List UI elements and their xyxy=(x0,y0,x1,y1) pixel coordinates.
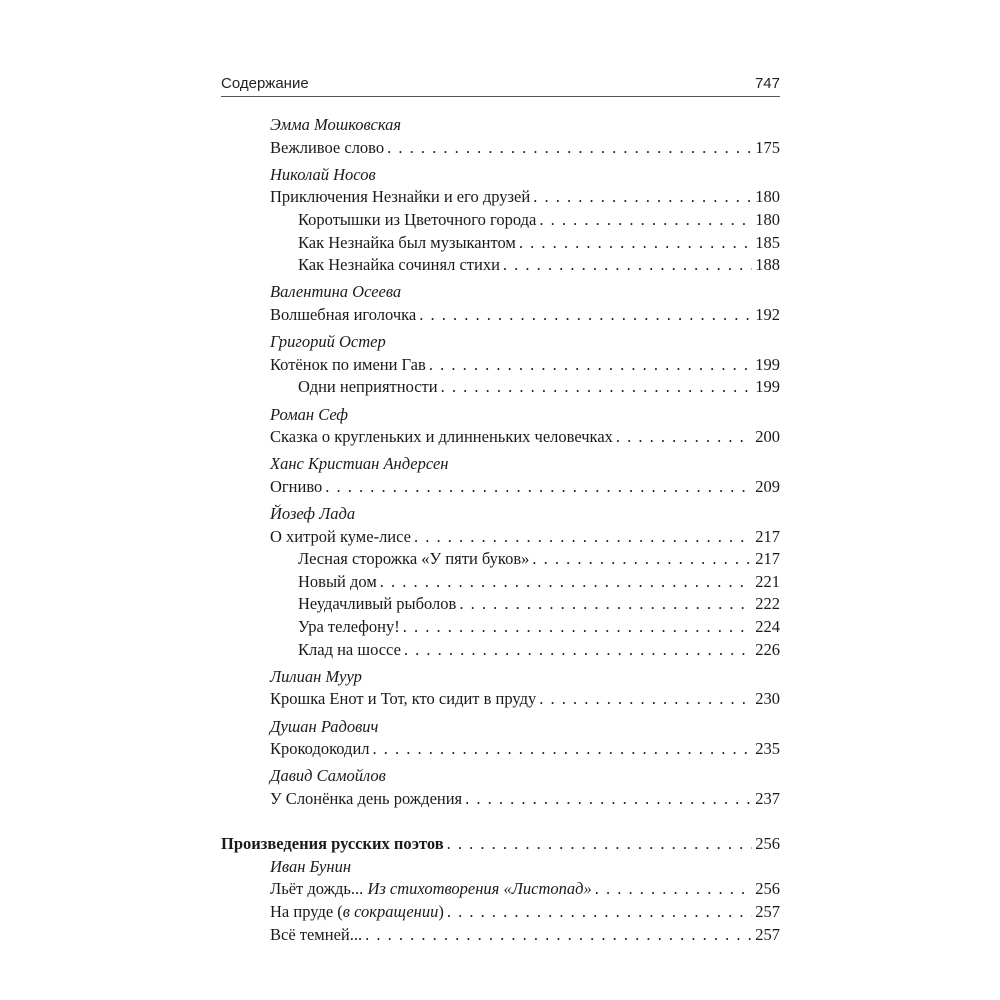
entry-title: Сказка о кругленьких и длинненьких человечках xyxy=(270,427,613,447)
toc-entry[interactable] xyxy=(221,354,780,377)
toc-entry[interactable] xyxy=(221,137,780,160)
author-group xyxy=(221,281,780,326)
author-name: Валентина Осеева xyxy=(270,282,402,302)
running-head-page-number: 747 xyxy=(754,74,780,92)
table-of-contents xyxy=(221,114,780,951)
entry-page: 209 xyxy=(755,476,780,496)
entry-title-suffix: ) xyxy=(438,901,444,921)
toc-sub-entry[interactable] xyxy=(221,548,780,571)
author-group xyxy=(221,856,780,946)
entry-title: Крошка Енот и Тот, кто сидит в пруду xyxy=(270,689,537,709)
toc-entry[interactable] xyxy=(221,788,780,811)
author-group xyxy=(221,716,780,761)
dot-leader xyxy=(539,688,752,711)
running-head xyxy=(221,70,780,96)
section-spacer xyxy=(221,815,780,833)
entry-title: Клад на шоссе xyxy=(298,639,401,659)
entry-title: Одни неприятности xyxy=(298,377,438,397)
toc-entry[interactable] xyxy=(221,526,780,549)
dot-leader xyxy=(447,901,752,924)
entry-title-note: Из стихотворения «Листопад» xyxy=(367,879,592,899)
dot-leader xyxy=(532,548,752,571)
entry-title: Волшебная иголочка xyxy=(270,304,417,324)
entry-title xyxy=(270,901,444,924)
entry-page: 185 xyxy=(755,232,780,252)
author-name: Роман Сеф xyxy=(270,404,348,424)
author-group xyxy=(221,164,780,277)
entry-page: 199 xyxy=(755,377,780,397)
dot-leader xyxy=(465,788,752,811)
dot-leader xyxy=(429,354,752,377)
author-group xyxy=(221,114,780,159)
dot-leader xyxy=(404,639,752,662)
author-name: Йозеф Лада xyxy=(270,504,356,524)
toc-sub-entry[interactable] xyxy=(221,232,780,255)
running-head-title: Содержание xyxy=(221,74,309,92)
dot-leader xyxy=(403,616,753,639)
entry-title: Коротышки из Цветочного города xyxy=(298,209,537,229)
dot-leader xyxy=(447,833,753,856)
entry-title: Неудачливый рыболов xyxy=(298,594,457,614)
entry-title: Новый дом xyxy=(298,571,377,591)
toc-sub-entry[interactable] xyxy=(221,209,780,232)
toc-entry[interactable] xyxy=(221,901,780,924)
entry-title: Всё темней... xyxy=(270,924,363,944)
dot-leader xyxy=(380,571,752,594)
entry-page: 180 xyxy=(755,209,780,229)
dot-leader xyxy=(519,232,752,255)
section-page: 256 xyxy=(755,834,780,854)
entry-page: 188 xyxy=(755,255,780,275)
entry-title: У Слонёнка день рождения xyxy=(270,788,463,808)
author-name: Лилиан Муур xyxy=(270,666,362,686)
toc-entry[interactable] xyxy=(221,738,780,761)
dot-leader xyxy=(419,304,752,327)
dot-leader xyxy=(595,878,753,901)
entry-title: Ура телефону! xyxy=(298,617,400,637)
toc-entry[interactable] xyxy=(221,426,780,449)
entry-page: 217 xyxy=(755,526,780,546)
entry-title-main: На пруде ( xyxy=(270,901,343,921)
entry-title: Как Незнайка сочинял стихи xyxy=(298,255,500,275)
entry-title: Как Незнайка был музыкантом xyxy=(298,232,516,252)
dot-leader xyxy=(387,137,752,160)
toc-entry[interactable] xyxy=(221,688,780,711)
author-name: Иван Бунин xyxy=(270,856,352,876)
author-name: Эмма Мошковская xyxy=(270,115,402,134)
entry-page: 175 xyxy=(755,137,780,157)
entry-title xyxy=(270,878,592,901)
toc-entry[interactable] xyxy=(221,476,780,499)
entry-title: Приключения Незнайки и его друзей xyxy=(270,187,531,207)
dot-leader xyxy=(503,254,752,277)
entry-title: Огниво xyxy=(270,476,323,496)
entry-page: 230 xyxy=(755,689,780,709)
dot-leader xyxy=(616,426,752,449)
entry-title: Котёнок по имени Гав xyxy=(270,354,426,374)
toc-sub-entry[interactable] xyxy=(221,376,780,399)
entry-page: 224 xyxy=(755,617,780,637)
entry-title: Крокодокодил xyxy=(270,739,370,759)
toc-sub-entry[interactable] xyxy=(221,571,780,594)
author-group xyxy=(221,453,780,498)
header-rule xyxy=(221,96,780,97)
toc-entry[interactable] xyxy=(221,878,780,901)
author-group xyxy=(221,331,780,399)
dot-leader xyxy=(325,476,752,499)
entry-title: Лесная сторожка «У пяти буков» xyxy=(298,549,530,569)
toc-sub-entry[interactable] xyxy=(221,639,780,662)
entry-page: 217 xyxy=(755,549,780,569)
author-group xyxy=(221,503,780,661)
dot-leader xyxy=(459,593,752,616)
entry-page: 226 xyxy=(755,639,780,659)
entry-page: 180 xyxy=(755,187,780,207)
dot-leader xyxy=(539,209,752,232)
author-name: Душан Радович xyxy=(270,716,379,736)
author-name: Ханс Кристиан Андерсен xyxy=(270,454,449,474)
dot-leader xyxy=(414,526,752,549)
author-name: Григорий Остер xyxy=(270,332,386,352)
entry-page: 237 xyxy=(755,788,780,808)
entry-page: 200 xyxy=(755,427,780,447)
entry-page: 235 xyxy=(755,739,780,759)
entry-page: 256 xyxy=(755,879,780,899)
toc-entry[interactable] xyxy=(221,186,780,209)
entry-page: 192 xyxy=(755,304,780,324)
dot-leader xyxy=(441,376,753,399)
author-group xyxy=(221,765,780,810)
entry-page: 257 xyxy=(755,901,780,921)
section-title: Произведения русских поэтов xyxy=(221,834,444,854)
toc-entry[interactable] xyxy=(221,304,780,327)
dot-leader xyxy=(533,186,752,209)
entry-page: 199 xyxy=(755,354,780,374)
author-group xyxy=(221,666,780,711)
entry-page: 257 xyxy=(755,924,780,944)
dot-leader xyxy=(365,924,752,947)
toc-sub-entry[interactable] xyxy=(221,616,780,639)
entry-title: Вежливое слово xyxy=(270,137,385,157)
author-name: Николай Носов xyxy=(270,164,376,184)
toc-sub-entry[interactable] xyxy=(221,593,780,616)
entry-title: О хитрой куме-лисе xyxy=(270,526,411,546)
entry-page: 221 xyxy=(755,571,780,591)
entry-title-note: в сокращении xyxy=(342,901,439,921)
author-name: Давид Самойлов xyxy=(270,766,386,786)
toc-sub-entry[interactable] xyxy=(221,254,780,277)
toc-entry[interactable] xyxy=(221,924,780,947)
toc-section-heading[interactable] xyxy=(221,833,780,856)
entry-title-main: Льёт дождь... xyxy=(270,879,364,899)
entry-page: 222 xyxy=(755,594,780,614)
dot-leader xyxy=(373,738,753,761)
author-group xyxy=(221,404,780,449)
